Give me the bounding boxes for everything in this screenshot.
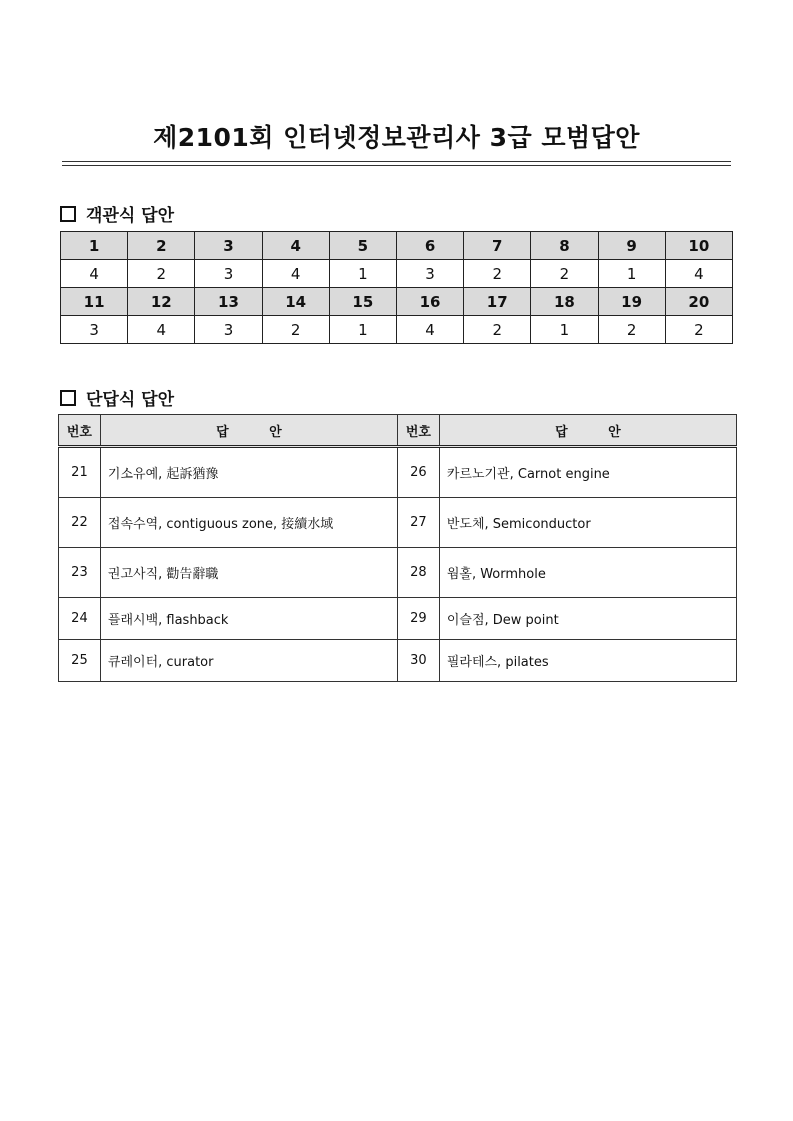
mc-answer-value: 4 bbox=[396, 316, 463, 344]
mc-question-number: 2 bbox=[128, 232, 195, 260]
mc-question-number: 11 bbox=[61, 288, 128, 316]
sa-question-number: 28 bbox=[397, 548, 439, 598]
mc-answer-value: 3 bbox=[195, 316, 262, 344]
sa-question-number: 30 bbox=[397, 640, 439, 682]
sa-question-number: 25 bbox=[59, 640, 101, 682]
sa-answer-text: 필라테스, pilates bbox=[439, 640, 736, 682]
mc-question-number: 6 bbox=[396, 232, 463, 260]
sa-question-number: 22 bbox=[59, 498, 101, 548]
mc-question-number: 1 bbox=[61, 232, 128, 260]
col-header-number: 번호 bbox=[59, 415, 101, 447]
mc-answer-value: 4 bbox=[61, 260, 128, 288]
sa-question-number: 21 bbox=[59, 447, 101, 498]
mc-answer-value: 2 bbox=[128, 260, 195, 288]
mc-answer-value: 2 bbox=[531, 260, 598, 288]
sa-table-row bbox=[59, 498, 737, 548]
mc-question-number: 12 bbox=[128, 288, 195, 316]
mc-answer-value: 2 bbox=[464, 260, 531, 288]
mc-answer-value: 3 bbox=[61, 316, 128, 344]
sa-section-heading bbox=[60, 385, 174, 410]
mc-question-number: 8 bbox=[531, 232, 598, 260]
mc-question-number: 19 bbox=[598, 288, 665, 316]
sa-table-row bbox=[59, 548, 737, 598]
mc-question-number: 13 bbox=[195, 288, 262, 316]
mc-answer-row bbox=[61, 316, 733, 344]
short-answer-table bbox=[58, 414, 737, 682]
mc-question-number: 14 bbox=[262, 288, 329, 316]
mc-number-row bbox=[61, 232, 733, 260]
mc-answer-value: 3 bbox=[195, 260, 262, 288]
mc-answer-value: 2 bbox=[665, 316, 732, 344]
sa-answer-text: 이슬점, Dew point bbox=[439, 598, 736, 640]
col-header-number: 번호 bbox=[397, 415, 439, 447]
mc-answer-value: 1 bbox=[598, 260, 665, 288]
sa-answer-text: 카르노기관, Carnot engine bbox=[439, 447, 736, 498]
sa-answer-text: 웜홀, Wormhole bbox=[439, 548, 736, 598]
mc-question-number: 9 bbox=[598, 232, 665, 260]
mc-question-number: 7 bbox=[464, 232, 531, 260]
mc-question-number: 18 bbox=[531, 288, 598, 316]
sa-answer-text: 접속수역, contiguous zone, 接續水域 bbox=[100, 498, 397, 548]
sa-question-number: 26 bbox=[397, 447, 439, 498]
mc-number-row bbox=[61, 288, 733, 316]
mc-question-number: 16 bbox=[396, 288, 463, 316]
mc-question-number: 10 bbox=[665, 232, 732, 260]
sa-header-row bbox=[59, 415, 737, 447]
mc-answer-value: 1 bbox=[329, 316, 396, 344]
mc-question-number: 15 bbox=[329, 288, 396, 316]
mc-heading-text: 객관식 답안 bbox=[86, 206, 175, 226]
title-rule-bottom bbox=[62, 165, 731, 166]
sa-question-number: 24 bbox=[59, 598, 101, 640]
mc-answer-value: 4 bbox=[128, 316, 195, 344]
mc-answer-value: 1 bbox=[329, 260, 396, 288]
col-header-answer: 답 안 bbox=[100, 415, 397, 447]
mc-question-number: 17 bbox=[464, 288, 531, 316]
mc-answer-value: 2 bbox=[262, 316, 329, 344]
sa-question-number: 29 bbox=[397, 598, 439, 640]
sa-answer-text: 플래시백, flashback bbox=[100, 598, 397, 640]
mc-question-number: 20 bbox=[665, 288, 732, 316]
mc-question-number: 3 bbox=[195, 232, 262, 260]
mc-answer-value: 1 bbox=[531, 316, 598, 344]
sa-table-row bbox=[59, 447, 737, 498]
col-header-answer: 답 안 bbox=[439, 415, 736, 447]
multiple-choice-table bbox=[60, 231, 733, 344]
mc-section-heading bbox=[60, 201, 174, 226]
sa-answer-text: 권고사직, 勸告辭職 bbox=[100, 548, 397, 598]
mc-question-number: 5 bbox=[329, 232, 396, 260]
mc-answer-value: 4 bbox=[262, 260, 329, 288]
sa-table-row bbox=[59, 598, 737, 640]
mc-answer-row bbox=[61, 260, 733, 288]
mc-answer-value: 2 bbox=[598, 316, 665, 344]
sa-answer-text: 반도체, Semiconductor bbox=[439, 498, 736, 548]
mc-answer-value: 3 bbox=[396, 260, 463, 288]
title-rule-top bbox=[62, 161, 731, 162]
checkbox-square-icon bbox=[60, 206, 76, 222]
page-title: 제2101회 인터넷정보관리사 3급 모범답안 bbox=[153, 123, 640, 152]
mc-answer-value: 2 bbox=[464, 316, 531, 344]
mc-answer-value: 4 bbox=[665, 260, 732, 288]
sa-table-row bbox=[59, 640, 737, 682]
mc-question-number: 4 bbox=[262, 232, 329, 260]
checkbox-square-icon bbox=[60, 390, 76, 406]
sa-answer-text: 기소유예, 起訴猶豫 bbox=[100, 447, 397, 498]
sa-question-number: 23 bbox=[59, 548, 101, 598]
sa-heading-text: 단답식 답안 bbox=[86, 390, 175, 410]
sa-question-number: 27 bbox=[397, 498, 439, 548]
sa-answer-text: 큐레이터, curator bbox=[100, 640, 397, 682]
